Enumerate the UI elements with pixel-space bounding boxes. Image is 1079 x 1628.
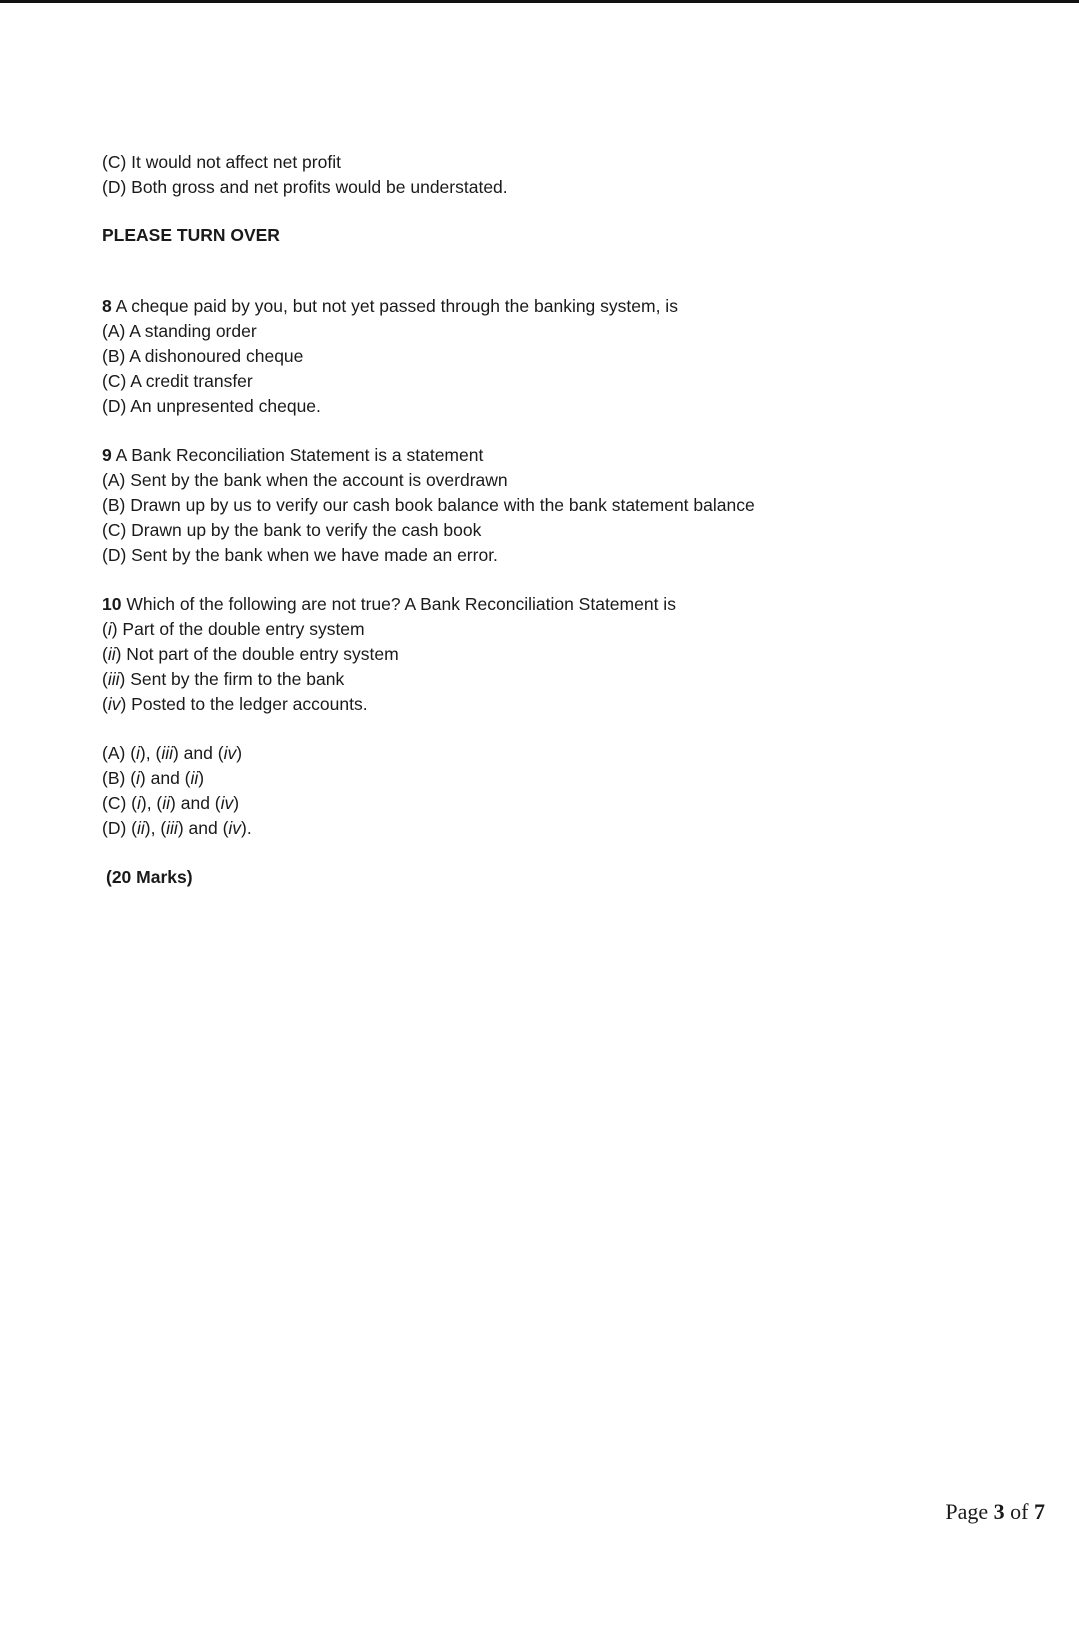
q10-answer-a: (A) (i), (iii) and (iv) xyxy=(102,743,243,763)
q10-answer-b-label: (B) xyxy=(102,768,131,788)
q10-answer-c-ref-iv: iv xyxy=(220,793,234,813)
q10-answer-a-ref-iii: iii xyxy=(161,743,173,763)
q7-option-c: (C) It would not affect net profit xyxy=(102,152,341,172)
q10-answer-c-ref-ii: ii xyxy=(162,793,171,813)
q10-statement-ii-text: Not part of the double entry system xyxy=(121,644,399,664)
q10-number: 10 xyxy=(102,594,122,614)
q10-statement-iv: (iv) Posted to the ledger accounts. xyxy=(102,694,368,714)
q10-stem xyxy=(102,592,1002,617)
top-border xyxy=(0,0,1079,3)
q8-option-b: (B) A dishonoured cheque xyxy=(102,346,304,366)
q8-option-d: (D) An unpresented cheque. xyxy=(102,396,321,416)
q10-answer-c-ref-i: i xyxy=(136,793,141,813)
q10-statement-iv-num: iv xyxy=(107,694,121,714)
q9-option-c: (C) Drawn up by the bank to verify the cash book xyxy=(102,520,482,540)
q8-text: A cheque paid by you, but not yet passed through the banking system, is xyxy=(111,296,678,316)
footer-of-word: of xyxy=(1004,1499,1034,1524)
q9-text: A Bank Reconciliation Statement is a statement xyxy=(111,445,484,465)
q10-statement-iii-text: Sent by the firm to the bank xyxy=(125,669,345,689)
q10-answer-d-ref-iii: iii xyxy=(166,818,178,838)
q10-answer-b-ref-i: i xyxy=(136,768,140,788)
q10-answer-a-ref-iv: iv xyxy=(223,743,237,763)
q10-answer-d: (D) (ii), (iii) and (iv). xyxy=(102,818,252,838)
please-turn-over: PLEASE TURN OVER xyxy=(102,225,280,245)
footer-current-page: 3 xyxy=(993,1499,1005,1524)
q10-answer-a-label: (A) xyxy=(102,743,131,763)
q9-number: 9 xyxy=(102,445,112,465)
q8-option-c: (C) A credit transfer xyxy=(102,371,253,391)
q9-stem xyxy=(102,443,1002,468)
page-content xyxy=(102,150,1002,890)
q10-statement-i-num: i xyxy=(107,619,112,639)
q10-statement-iii-num: iii xyxy=(107,669,120,689)
q10-statement-iv-text: Posted to the ledger accounts. xyxy=(126,694,368,714)
q10-statement-ii: (ii) Not part of the double entry system xyxy=(102,644,399,664)
q9-option-a: (A) Sent by the bank when the account is overdrawn xyxy=(102,470,508,490)
q8-stem xyxy=(102,294,1002,319)
q9-option-b: (B) Drawn up by us to verify our cash book balance with the bank statement balance xyxy=(102,495,755,515)
q9-option-d: (D) Sent by the bank when we have made an error. xyxy=(102,545,498,565)
q10-answer-d-label: (D) xyxy=(102,818,132,838)
q10-answer-d-ref-ii: ii xyxy=(136,818,145,838)
q10-statement-ii-num: ii xyxy=(107,644,116,664)
q10-statement-i-text: Part of the double entry system xyxy=(117,619,365,639)
q10-answer-c: (C) (i), (ii) and (iv) xyxy=(102,793,240,813)
q8-number: 8 xyxy=(102,296,112,316)
q7-option-d: (D) Both gross and net profits would be understated. xyxy=(102,177,508,197)
q10-statement-i: (i) Part of the double entry system xyxy=(102,619,365,639)
page-number-footer xyxy=(945,1499,1045,1525)
footer-page-word: Page xyxy=(945,1499,994,1524)
q10-answer-b-ref-ii: ii xyxy=(190,768,199,788)
q10-statement-iii: (iii) Sent by the firm to the bank xyxy=(102,669,345,689)
q10-answer-c-label: (C) xyxy=(102,793,132,813)
q10-answer-d-ref-iv: iv xyxy=(228,818,242,838)
footer-total-pages: 7 xyxy=(1034,1499,1045,1524)
q10-answer-b: (B) (i) and (ii) xyxy=(102,768,205,788)
q8-option-a: (A) A standing order xyxy=(102,321,257,341)
q10-answer-a-ref-i: i xyxy=(136,743,140,763)
marks-total: (20 Marks) xyxy=(106,867,193,887)
q10-text: Which of the following are not true? A Bank Reconciliation Statement is xyxy=(121,594,676,614)
